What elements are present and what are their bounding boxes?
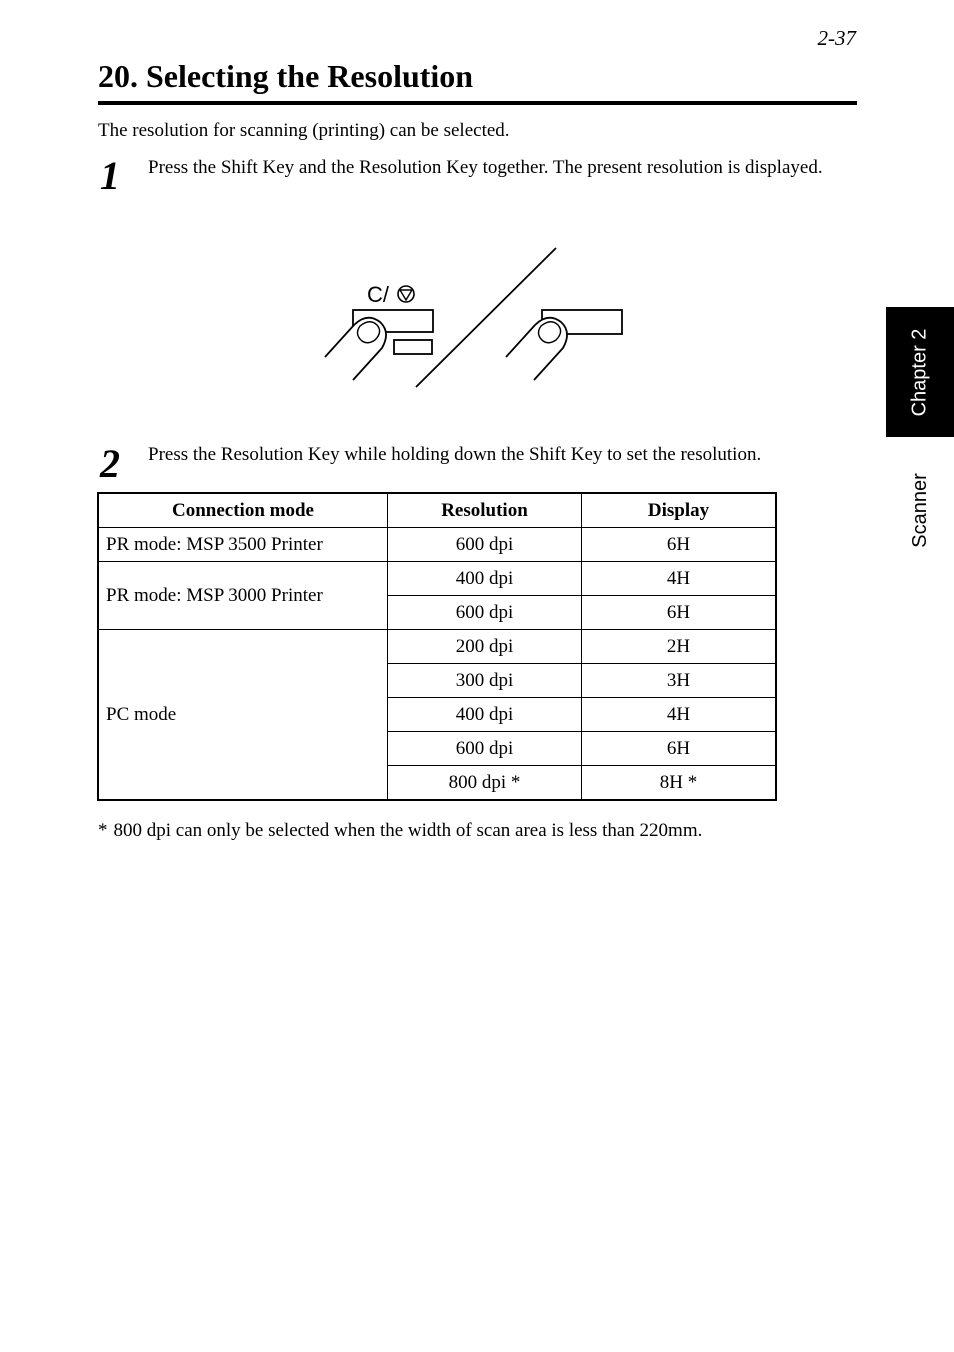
stop-triangle-icon (398, 286, 414, 302)
section-label-text: Scanner (908, 472, 931, 548)
step-1-number: 1 (100, 153, 120, 198)
display-cell: 3H (582, 664, 777, 698)
table-header-row (98, 493, 776, 528)
clear-stop-key-label: C/ (367, 282, 389, 307)
table-row (98, 528, 776, 562)
display-cell: 4H (582, 562, 777, 596)
footnote-text: 800 dpi can only be selected when the width of scan area is less than 220mm. (113, 820, 703, 841)
resolution-cell: 300 dpi (388, 664, 582, 698)
footnote (98, 820, 702, 842)
right-finger-icon (506, 318, 567, 380)
page-title: 20. Selecting the Resolution (98, 58, 474, 94)
chapter-label (886, 307, 954, 437)
page-number: 2-37 (817, 26, 856, 50)
header-resolution: Resolution (388, 493, 582, 528)
step-2-number: 2 (100, 441, 120, 486)
mode-cell: PR mode: MSP 3500 Printer (98, 528, 388, 562)
section-label (886, 450, 954, 570)
resolution-cell: 600 dpi (388, 732, 582, 766)
table-row (98, 630, 776, 664)
display-cell: 6H (582, 528, 777, 562)
chapter-label-text: Chapter 2 (908, 328, 931, 416)
mode-cell: PC mode (98, 630, 388, 801)
display-cell: 6H (582, 732, 777, 766)
footnote-mark: * (98, 820, 108, 841)
key-press-illustration (320, 240, 640, 395)
intro-text: The resolution for scanning (printing) can be selected. (98, 120, 510, 141)
resolution-cell: 800 dpi * (388, 766, 582, 801)
table-row (98, 562, 776, 596)
display-cell: 4H (582, 698, 777, 732)
step-2-text: Press the Resolution Key while holding down the Shift Key to set the resolution. (148, 444, 762, 465)
step-1-text: Press the Shift Key and the Resolution Key together. The present resolution is displayed. (148, 157, 823, 178)
resolution-cell: 200 dpi (388, 630, 582, 664)
display-cell: 2H (582, 630, 777, 664)
display-cell: 6H (582, 596, 777, 630)
resolution-cell: 400 dpi (388, 698, 582, 732)
resolution-table (97, 492, 777, 801)
header-connection-mode: Connection mode (98, 493, 388, 528)
display-cell: 8H * (582, 766, 777, 801)
resolution-cell: 400 dpi (388, 562, 582, 596)
resolution-cell: 600 dpi (388, 528, 582, 562)
small-key (394, 340, 432, 354)
resolution-cell: 600 dpi (388, 596, 582, 630)
header-display: Display (582, 493, 777, 528)
title-rule (98, 101, 857, 105)
mode-cell: PR mode: MSP 3000 Printer (98, 562, 388, 630)
left-finger-icon (325, 318, 386, 380)
